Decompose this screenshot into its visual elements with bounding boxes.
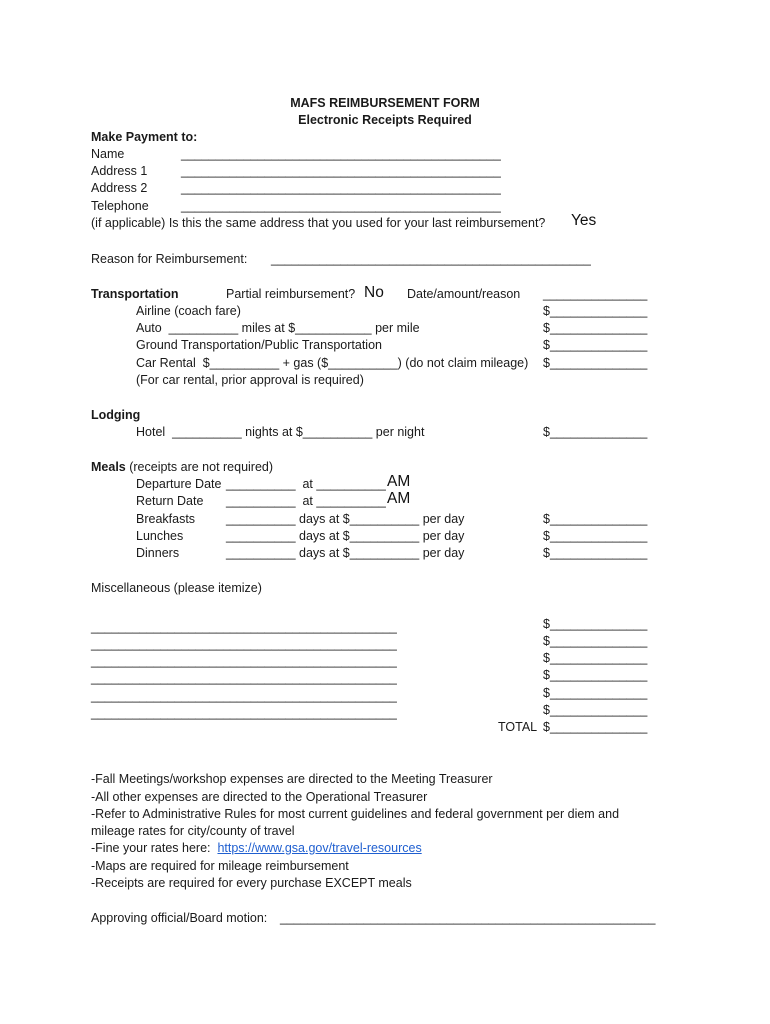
- date-amount-reason-header: Date/amount/reason: [407, 287, 521, 301]
- partial-reimbursement-answer[interactable]: No: [364, 284, 384, 301]
- lunches-field[interactable]: __________ days at $__________ per day: [226, 529, 465, 543]
- note-mileage-rates: mileage rates for city/county of travel: [91, 824, 295, 838]
- car-rental-note: (For car rental, prior approval is required): [136, 373, 364, 387]
- hotel-label[interactable]: Hotel __________ nights at $__________ per night: [136, 425, 425, 439]
- auto-label[interactable]: Auto __________ miles at $___________ per mile: [136, 321, 420, 335]
- ground-transport-label: Ground Transportation/Public Transportation: [136, 338, 382, 352]
- misc-item-field[interactable]: ____________________________________________: [91, 706, 397, 720]
- reason-label: Reason for Reimbursement:: [91, 252, 248, 266]
- telephone-label: Telephone: [91, 199, 149, 213]
- note-operational-treasurer: -All other expenses are directed to the Operational Treasurer: [91, 790, 428, 804]
- misc-amount-field[interactable]: $______________: [543, 617, 648, 631]
- return-date-label: Return Date: [136, 494, 204, 508]
- ground-transport-amount-field[interactable]: $______________: [543, 338, 648, 352]
- same-address-question: (if applicable) Is this the same address that you used for your last reimbursement?: [91, 216, 546, 230]
- departure-date-field[interactable]: __________ at __________: [226, 477, 386, 491]
- misc-amount-field[interactable]: $______________: [543, 634, 648, 648]
- airline-amount-field[interactable]: $______________: [543, 304, 648, 318]
- misc-item-field[interactable]: ____________________________________________: [91, 637, 397, 651]
- address1-field[interactable]: ______________________________________________: [181, 164, 501, 178]
- total-amount-field[interactable]: $______________: [543, 720, 648, 734]
- form-title: MAFS REIMBURSEMENT FORM: [290, 96, 480, 110]
- address1-label: Address 1: [91, 164, 148, 178]
- name-label: Name: [91, 147, 125, 161]
- note-meeting-treasurer: -Fall Meetings/workshop expenses are directed to the Meeting Treasurer: [91, 772, 493, 786]
- note-fine-rates: [91, 840, 422, 856]
- misc-amount-field[interactable]: $______________: [543, 651, 648, 665]
- airline-label: Airline (coach fare): [136, 304, 241, 318]
- meals-heading: [91, 459, 273, 475]
- total-label: TOTAL: [498, 720, 538, 734]
- meals-heading-note: (receipts are not required): [125, 460, 274, 474]
- hotel-amount-field[interactable]: $______________: [543, 425, 648, 439]
- payment-heading: Make Payment to:: [91, 130, 198, 144]
- misc-item-field[interactable]: ____________________________________________: [91, 689, 397, 703]
- breakfasts-label: Breakfasts: [136, 512, 196, 526]
- name-field[interactable]: ______________________________________________: [181, 147, 501, 161]
- dinners-field[interactable]: __________ days at $__________ per day: [226, 546, 465, 560]
- telephone-field[interactable]: ______________________________________________: [181, 199, 501, 213]
- note-admin-rules: -Refer to Administrative Rules for most current guidelines and federal government per diem and: [91, 807, 620, 821]
- misc-item-field[interactable]: ____________________________________________: [91, 654, 397, 668]
- address2-field[interactable]: ______________________________________________: [181, 181, 501, 195]
- dinners-label: Dinners: [136, 546, 180, 560]
- misc-item-field[interactable]: ____________________________________________: [91, 671, 397, 685]
- misc-item-field[interactable]: ____________________________________________: [91, 620, 397, 634]
- partial-reimbursement-label: Partial reimbursement?: [226, 287, 356, 301]
- form-subtitle: Electronic Receipts Required: [298, 113, 472, 127]
- gsa-travel-link[interactable]: https://www.gsa.gov/travel-resources: [217, 841, 422, 855]
- misc-amount-field[interactable]: $______________: [543, 703, 648, 717]
- fine-rates-label: -Fine your rates here:: [91, 841, 218, 855]
- note-maps-required: -Maps are required for mileage reimbursement: [91, 859, 349, 873]
- address2-label: Address 2: [91, 181, 148, 195]
- lunches-amount-field[interactable]: $______________: [543, 529, 648, 543]
- reason-field[interactable]: ______________________________________________: [271, 252, 591, 266]
- transportation-heading: Transportation: [91, 287, 179, 301]
- breakfasts-field[interactable]: __________ days at $__________ per day: [226, 512, 465, 526]
- lunches-label: Lunches: [136, 529, 184, 543]
- misc-amount-field[interactable]: $______________: [543, 686, 648, 700]
- same-address-answer[interactable]: Yes: [571, 212, 597, 229]
- dinners-amount-field[interactable]: $______________: [543, 546, 648, 560]
- return-date-field[interactable]: __________ at __________: [226, 494, 386, 508]
- misc-heading: Miscellaneous (please itemize): [91, 581, 262, 595]
- car-rental-amount-field[interactable]: $______________: [543, 356, 648, 370]
- misc-amount-field[interactable]: $______________: [543, 668, 648, 682]
- note-receipts-required: -Receipts are required for every purchase EXCEPT meals: [91, 876, 412, 890]
- departure-time-answer[interactable]: AM: [387, 473, 411, 490]
- date-amount-reason-field[interactable]: _______________: [543, 287, 648, 301]
- departure-date-label: Departure Date: [136, 477, 222, 491]
- car-rental-label[interactable]: Car Rental $__________ + gas ($__________) (do not claim mileage): [136, 356, 529, 370]
- approval-field[interactable]: ______________________________________________________: [280, 911, 656, 925]
- meals-heading-bold: Meals: [91, 460, 126, 474]
- approval-label: Approving official/Board motion:: [91, 911, 268, 925]
- lodging-heading: Lodging: [91, 408, 141, 422]
- auto-amount-field[interactable]: $______________: [543, 321, 648, 335]
- breakfasts-amount-field[interactable]: $______________: [543, 512, 648, 526]
- return-time-answer[interactable]: AM: [387, 490, 411, 507]
